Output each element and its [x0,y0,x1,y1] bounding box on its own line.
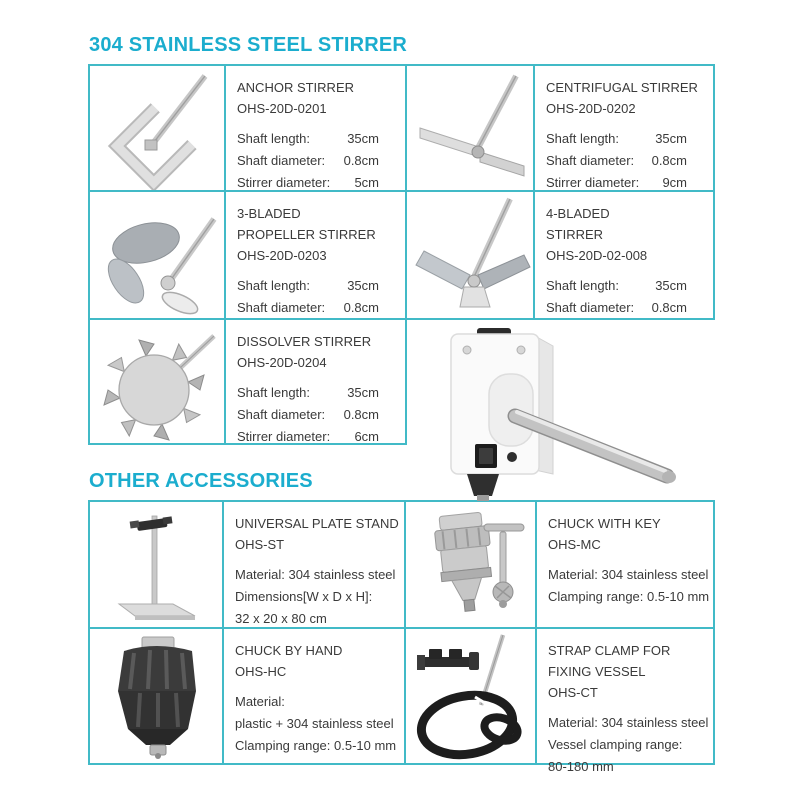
product-details: Material: 304 stainless steel Clamping range: 0.5-10 mm [548,567,710,604]
product-name: CHUCK WITH KEY [548,516,661,531]
product-specs [546,128,711,194]
product-model: OHS-20D-0202 [546,101,636,116]
chuck-with-key-image-cell [404,500,535,627]
centrifugal-stirrer-image-cell [405,64,533,190]
plate-stand-image [97,508,215,622]
dissolver-stirrer-image [96,326,218,438]
strap-clamp-image [411,633,531,759]
centrifugal-stirrer-image [412,72,528,184]
chuck-by-hand-image-cell [88,627,222,765]
chuck-by-hand-image [96,633,216,759]
spec-row: Stirrer diameter: 5cm [237,175,379,190]
stirrer-section-title: 304 STAINLESS STEEL STIRRER [89,34,408,56]
dissolver-stirrer-info-cell [224,318,405,445]
blade-4-info-cell [533,190,715,318]
dissolver-stirrer-image-cell [88,318,224,445]
anchor-stirrer-info-cell [224,64,405,190]
product-model: OHS-MC [548,537,601,552]
product-model: OHS-HC [235,664,287,679]
overhead-stirrer-device-cell [405,318,715,445]
product-specs [237,128,403,194]
spec-row: Shaft diameter: 0.8cm [546,300,687,315]
product-model: OHS-20D-02-008 [546,248,648,263]
strap-clamp-info-cell [535,627,715,774]
spec-row: Shaft diameter: 0.8cm [237,153,379,168]
anchor-stirrer-image [97,72,217,184]
product-model: OHS-ST [235,537,285,552]
stirrer-products-grid [88,64,715,445]
product-details: Material: 304 stainless steel Dimensions[W x D x H]: 32 x 20 x 80 cm [235,567,396,626]
spec-row: Shaft length: 35cm [546,278,687,293]
plate-stand-image-cell [88,500,222,627]
centrifugal-stirrer-info-cell [533,64,715,190]
chuck-with-key-image [412,508,530,622]
product-name: CENTRIFUGAL STIRRER [546,80,698,95]
spec-row: Shaft diameter: 0.8cm [237,300,379,315]
product-name: 3-BLADED PROPELLER STIRRER [237,206,376,242]
spec-row: Stirrer diameter: 9cm [546,175,687,190]
product-specs [237,382,403,448]
accessories-products-grid [88,500,715,774]
product-details: Material: plastic + 304 stainless steel Clamping range: 0.5-10 mm [235,694,397,753]
product-name: CHUCK BY HAND [235,643,343,658]
blade-4-stirrer-image [412,197,528,313]
propeller-3-blade-image-cell [88,190,224,318]
product-model: OHS-20D-0201 [237,101,327,116]
plate-stand-info-cell [222,500,404,627]
product-name: ANCHOR STIRRER [237,80,355,95]
spec-row: Shaft length: 35cm [237,131,379,146]
chuck-with-key-info-cell [535,500,715,627]
spec-row: Shaft diameter: 0.8cm [237,407,379,422]
product-name: 4-BLADED STIRRER [546,206,610,242]
product-model: OHS-CT [548,685,598,700]
product-name: STRAP CLAMP FOR FIXING VESSEL [548,643,671,679]
spec-row: Shaft length: 35cm [546,131,687,146]
product-details: Material: 304 stainless steel Vessel clamping range: 80-180 mm [548,715,709,774]
spec-row: Shaft diameter: 0.8cm [546,153,687,168]
product-name: UNIVERSAL PLATE STAND [235,516,399,531]
propeller-3-blade-stirrer-image [96,197,218,313]
spec-row: Stirrer diameter: 6cm [237,429,379,444]
propeller-3-blade-info-cell [224,190,405,318]
accessories-section-title: OTHER ACCESSORIES [89,470,313,492]
spec-row: Shaft length: 35cm [237,278,379,293]
chuck-by-hand-info-cell [222,627,404,765]
product-model: OHS-20D-0203 [237,248,327,263]
strap-clamp-image-cell [404,627,535,765]
product-model: OHS-20D-0204 [237,355,327,370]
product-name: DISSOLVER STIRRER [237,334,372,349]
blade-4-image-cell [405,190,533,318]
spec-row: Shaft length: 35cm [237,385,379,400]
anchor-stirrer-image-cell [88,64,224,190]
